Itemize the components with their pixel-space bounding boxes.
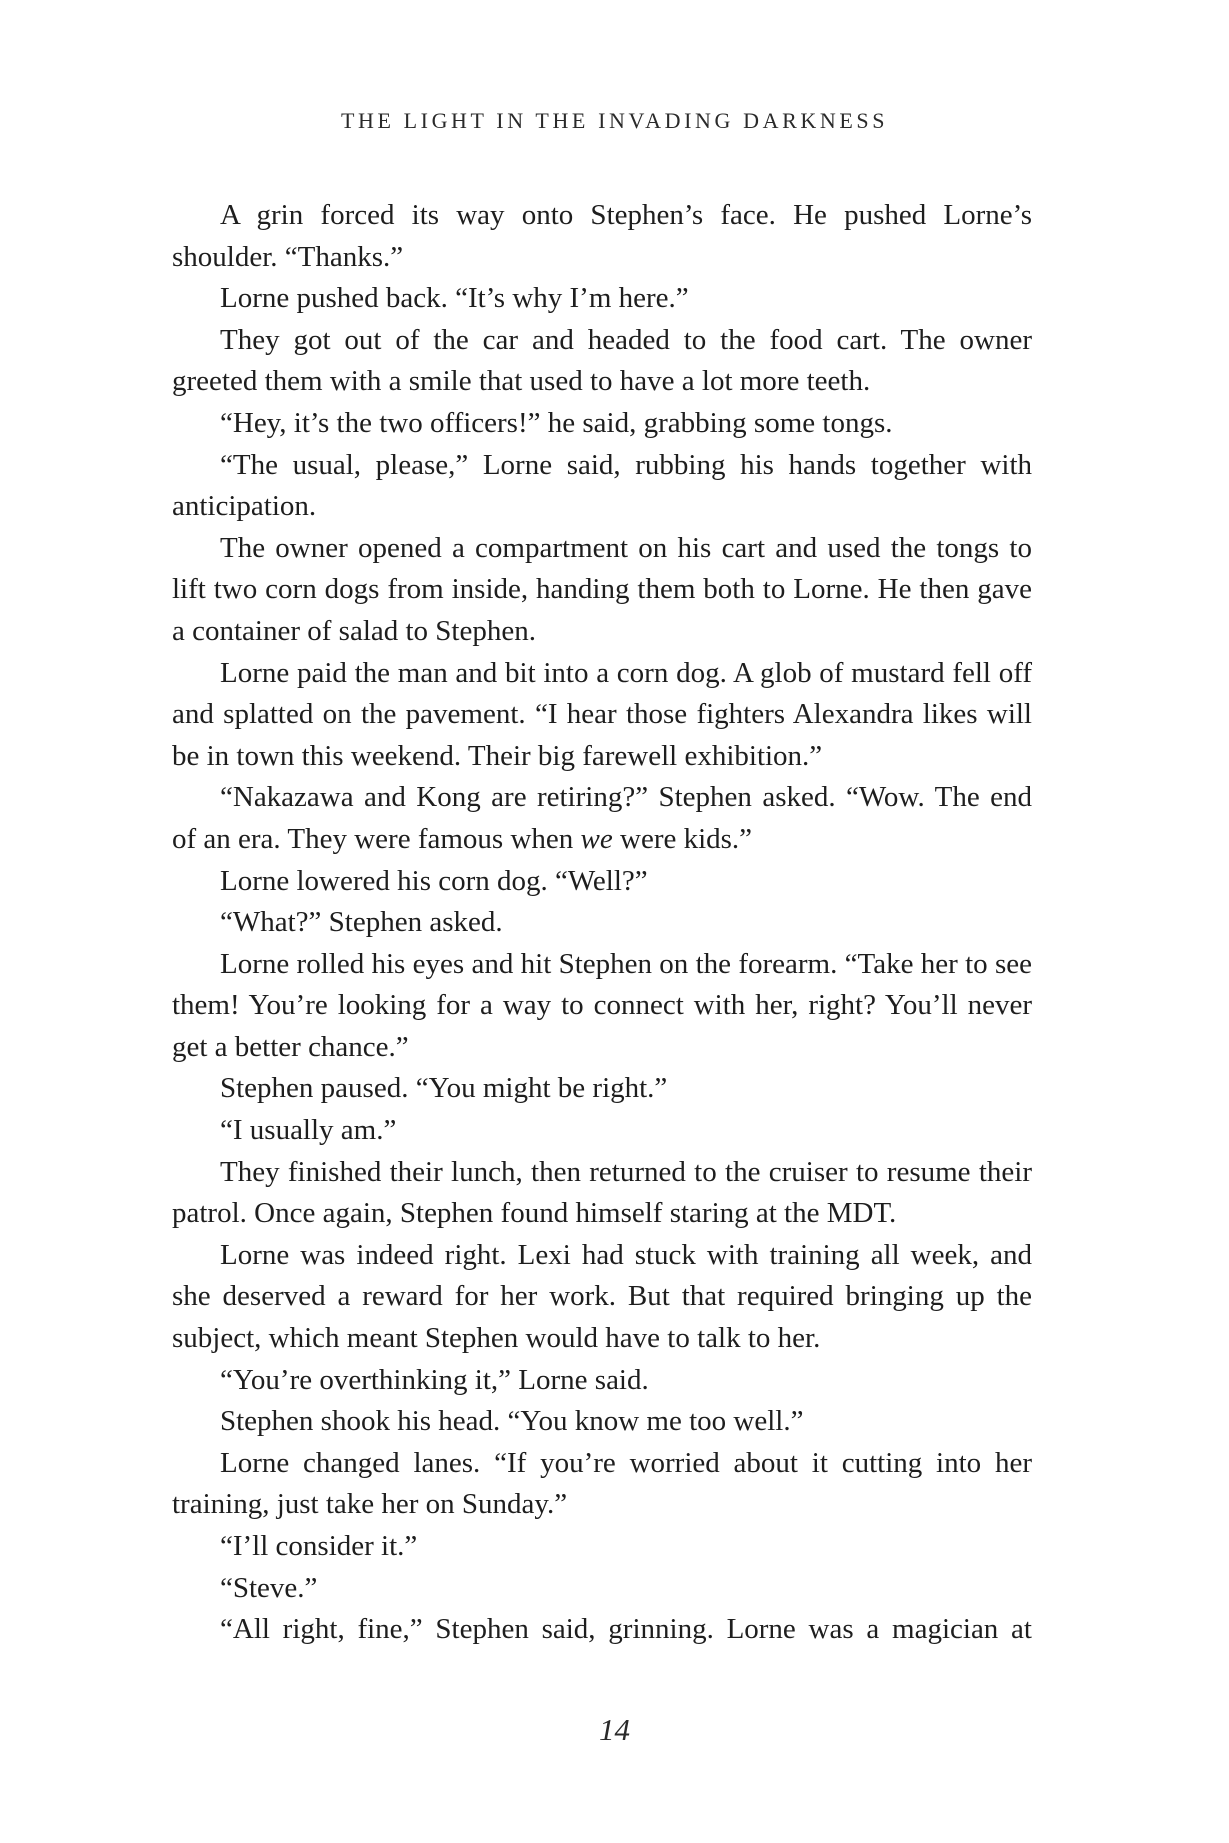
- paragraph: “Steve.”: [220, 1571, 318, 1604]
- paragraph: Stephen paused. “You might be right.”: [220, 1072, 668, 1105]
- paragraph: Lorne changed lanes. “If you’re worried about it cutting into her training, just take her on Sunday.”: [172, 1446, 1032, 1521]
- paragraph: Stephen shook his head. “You know me too well.”: [220, 1405, 804, 1438]
- paragraph: “The usual, please,” Lorne said, rubbing his hands together with anticipation.: [172, 448, 1032, 523]
- paragraph: Lorne lowered his corn dog. “Well?”: [220, 864, 648, 897]
- page-number: 14: [599, 1712, 630, 1747]
- paragraph: Lorne was indeed right. Lexi had stuck with training all week, and she deserved a reward for her work. But that required bringing up the subject, which meant Stephen would have to talk to her.: [172, 1238, 1032, 1355]
- paragraph: The owner opened a compartment on his cart and used the tongs to lift two corn dogs from inside, handing them both to Lorne. He then gave a container of salad to Stephen.: [172, 531, 1032, 647]
- paragraph: “You’re overthinking it,” Lorne said.: [220, 1363, 649, 1396]
- paragraph: “I usually am.”: [220, 1114, 397, 1147]
- paragraph: Lorne rolled his eyes and hit Stephen on the forearm. “Take her to see them! You’re looking for a way to connect with her, right? You’ll never get a better chance.”: [172, 947, 1032, 1063]
- paragraph: They finished their lunch, then returned to the cruiser to resume their patrol. Once again, Stephen found himself staring at the MDT.: [172, 1155, 1032, 1230]
- paragraph: Lorne pushed back. “It’s why I’m here.”: [220, 282, 689, 315]
- paragraph: Lorne paid the man and bit into a corn dog. A glob of mustard fell off and splatted on the pavement. “I hear those fighters Alexandra likes will be in town this weekend. Their big farewell exhibition.”: [172, 656, 1032, 772]
- emphasis: we: [580, 822, 613, 855]
- paragraph: “Nakazawa and Kong are retiring?” Stephen asked. “Wow. The end of an era. They were famous when we were kids.”: [172, 781, 1032, 855]
- paragraph: A grin forced its way onto Stephen’s face. He pushed Lorne’s shoulder. “Thanks.”: [172, 199, 1032, 273]
- paragraph: “I’ll consider it.”: [220, 1530, 418, 1562]
- paragraph: They got out of the car and headed to the food cart. The owner greeted them with a smile that used to have a lot more teeth.: [172, 323, 1032, 398]
- body-text: [172, 195, 1032, 1651]
- paragraph: “Hey, it’s the two officers!” he said, grabbing some tongs.: [220, 406, 893, 439]
- paragraph: “All right, fine,” Stephen said, grinning. Lorne was a magician at: [220, 1613, 1032, 1646]
- running-head: THE LIGHT IN THE INVADING DARKNESS: [340, 108, 889, 133]
- paragraph: “What?” Stephen asked.: [220, 906, 503, 939]
